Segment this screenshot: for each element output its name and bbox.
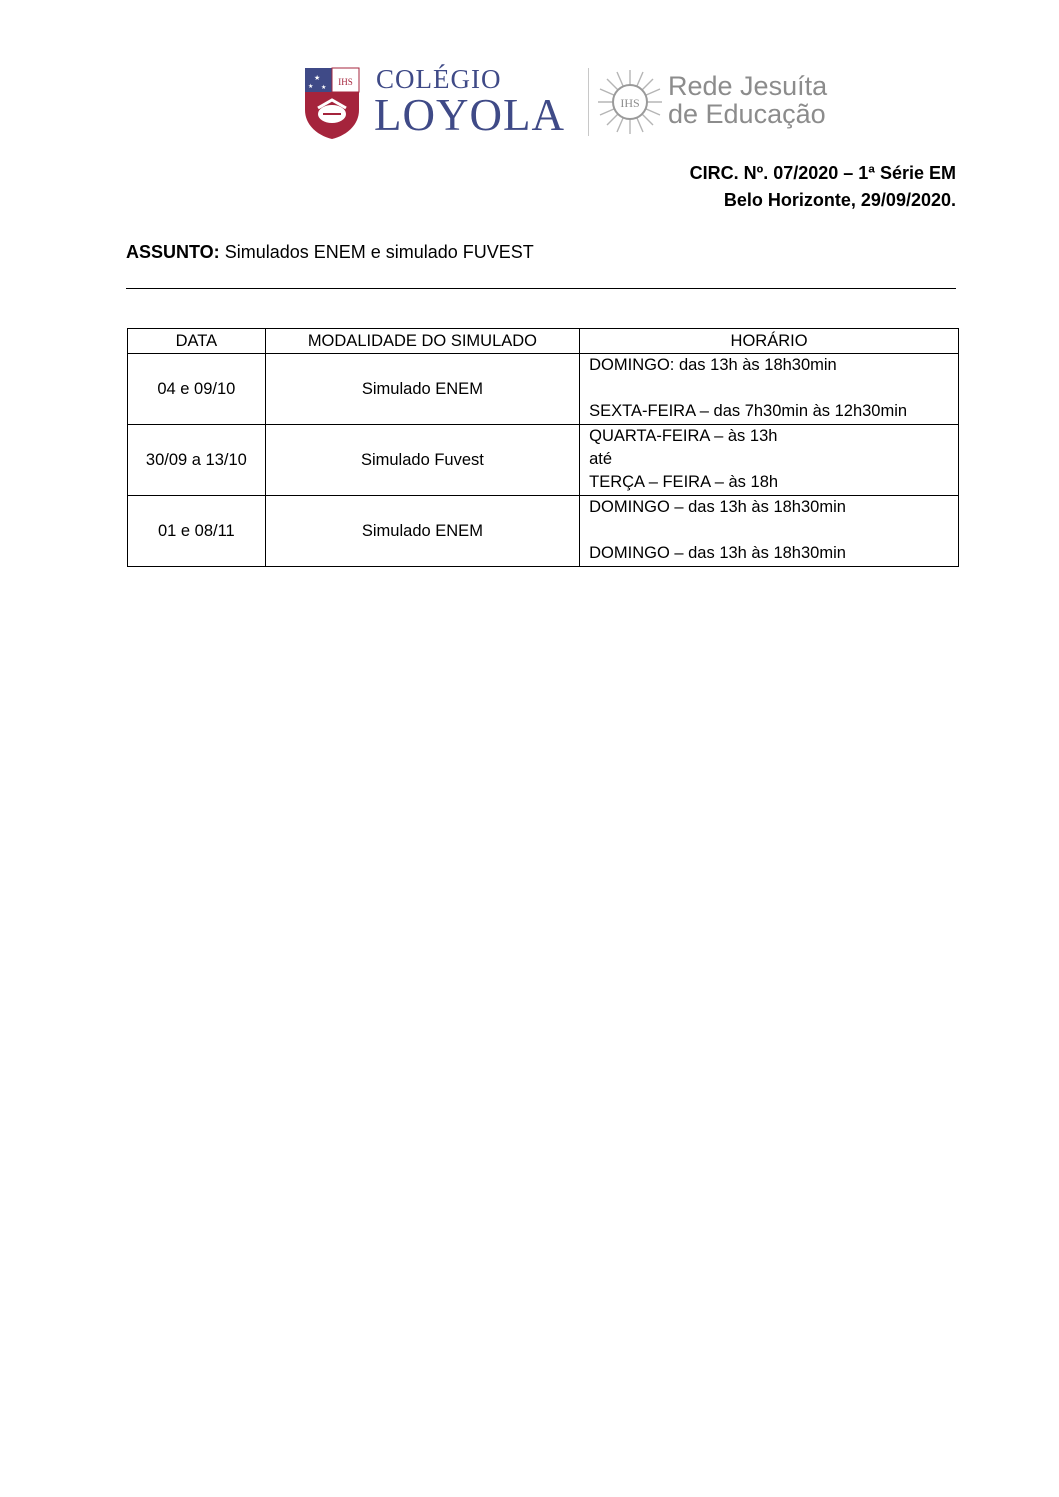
cell-date: 01 e 08/11 <box>128 496 266 567</box>
header-logos <box>300 62 840 142</box>
shield-monogram: IHS <box>338 77 353 87</box>
cell-date: 30/09 a 13/10 <box>128 425 266 496</box>
logo-divider <box>588 68 589 136</box>
school-name-line1: COLÉGIO <box>376 64 502 94</box>
schedule-table <box>127 328 959 567</box>
time-line: até <box>589 450 613 468</box>
rede-jesuita-wordmark <box>668 72 827 128</box>
circular-number: CIRC. Nº. 07/2020 – 1ª Série EM <box>689 163 956 183</box>
time-line: SEXTA-FEIRA – das 7h30min às 12h30min <box>589 402 908 420</box>
cell-mode: Simulado ENEM <box>265 496 579 567</box>
cell-time <box>580 496 959 567</box>
horizontal-rule <box>126 288 956 289</box>
network-name-line1: Rede Jesuíta <box>668 71 828 101</box>
colegio-loyola-wordmark <box>374 62 584 142</box>
subject-text: Simulados ENEM e simulado FUVEST <box>219 242 534 262</box>
table-row <box>128 496 959 567</box>
svg-text:★: ★ <box>321 84 327 91</box>
header-time: HORÁRIO <box>580 329 959 354</box>
subject-label: ASSUNTO: <box>126 242 220 262</box>
time-line-blank <box>589 519 958 542</box>
table-header-row <box>128 329 959 354</box>
cell-date: 04 e 09/10 <box>128 354 266 425</box>
header-mode: MODALIDADE DO SIMULADO <box>265 329 579 354</box>
table-row <box>128 425 959 496</box>
seal-monogram: IHS <box>620 96 640 110</box>
time-line: DOMINGO: das 13h às 18h30min <box>589 356 837 374</box>
circular-heading <box>690 160 956 214</box>
svg-text:★: ★ <box>308 83 314 90</box>
rede-jesuita-seal-icon <box>596 68 664 136</box>
cell-mode: Simulado ENEM <box>265 354 579 425</box>
time-line: TERÇA – FEIRA – às 18h <box>589 473 779 491</box>
time-line: QUARTA-FEIRA – às 13h <box>589 427 778 445</box>
cell-mode: Simulado Fuvest <box>265 425 579 496</box>
network-name-line2: de Educação <box>668 99 826 129</box>
table-row <box>128 354 959 425</box>
time-line: DOMINGO – das 13h às 18h30min <box>589 544 846 562</box>
colegio-loyola-shield-logo <box>303 66 361 140</box>
time-line: DOMINGO – das 13h às 18h30min <box>589 498 846 516</box>
cell-time <box>580 354 959 425</box>
cell-time <box>580 425 959 496</box>
svg-text:★: ★ <box>314 74 321 82</box>
subject-line <box>126 239 534 265</box>
school-name-line2: LOYOLA <box>374 90 565 140</box>
time-line-blank <box>589 377 958 400</box>
header-date: DATA <box>128 329 266 354</box>
circular-place-date: Belo Horizonte, 29/09/2020. <box>723 190 956 210</box>
